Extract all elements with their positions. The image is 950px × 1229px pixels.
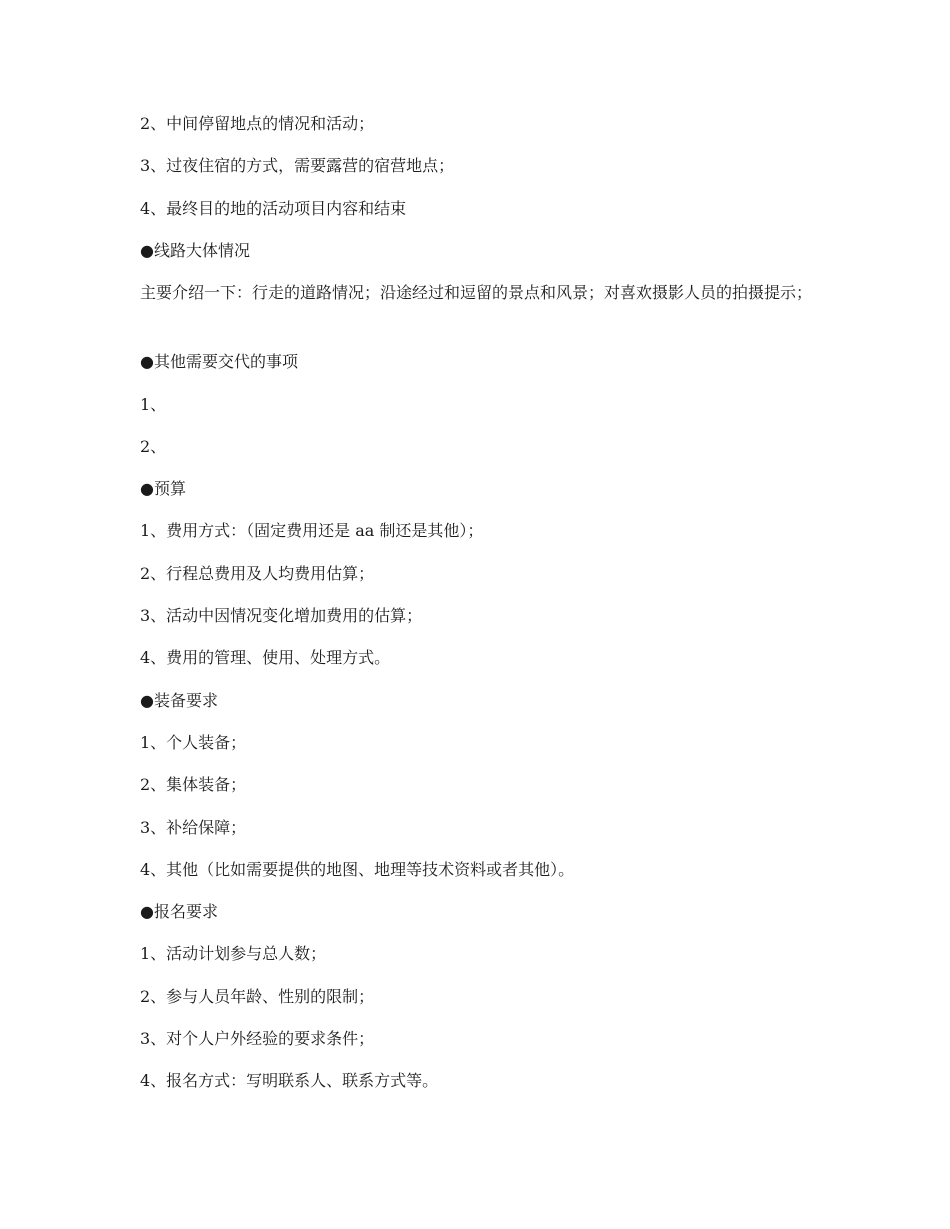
paragraph-stop-activities: 2、中间停留地点的情况和活动；: [140, 114, 375, 133]
paragraph-equipment-4: 4、其他（比如需要提供的地图、地理等技术资料或者其他）。: [140, 860, 575, 879]
paragraph-overnight: 3、过夜住宿的方式，需要露营的宿营地点；: [140, 156, 455, 175]
paragraph-other-2: 2、: [140, 437, 167, 456]
paragraph-budget-2: 2、行程总费用及人均费用估算；: [140, 564, 375, 583]
paragraph-budget-1: 1、费用方式：（固定费用还是 aa 制还是其他）；: [140, 521, 484, 540]
heading-route-overview: ●线路大体情况: [140, 241, 250, 260]
heading-equipment: ●装备要求: [140, 691, 218, 710]
paragraph-destination: 4、最终目的地的活动项目内容和结束: [140, 199, 407, 218]
paragraph-budget-3: 3、活动中因情况变化增加费用的估算；: [140, 606, 423, 625]
paragraph-registration-3: 3、对个人户外经验的要求条件；: [140, 1029, 375, 1048]
heading-other-matters: ●其他需要交代的事项: [140, 352, 298, 371]
paragraph-budget-4: 4、费用的管理、使用、处理方式。: [140, 648, 391, 667]
paragraph-registration-1: 1、活动计划参与总人数；: [140, 944, 327, 963]
heading-budget: ●预算: [140, 479, 186, 498]
paragraph-other-1: 1、: [140, 395, 167, 414]
paragraph-equipment-3: 3、补给保障；: [140, 818, 247, 837]
paragraph-equipment-1: 1、个人装备；: [140, 733, 247, 752]
paragraph-registration-4: 4、报名方式：写明联系人、联系方式等。: [140, 1071, 439, 1090]
paragraph-equipment-2: 2、集体装备；: [140, 775, 247, 794]
paragraph-route-intro: 主要介绍一下：行走的道路情况；沿途经过和逗留的景点和风景；对喜欢摄影人员的拍摄提示；: [140, 283, 813, 302]
heading-registration: ●报名要求: [140, 902, 218, 921]
paragraph-registration-2: 2、参与人员年龄、性别的限制；: [140, 987, 375, 1006]
